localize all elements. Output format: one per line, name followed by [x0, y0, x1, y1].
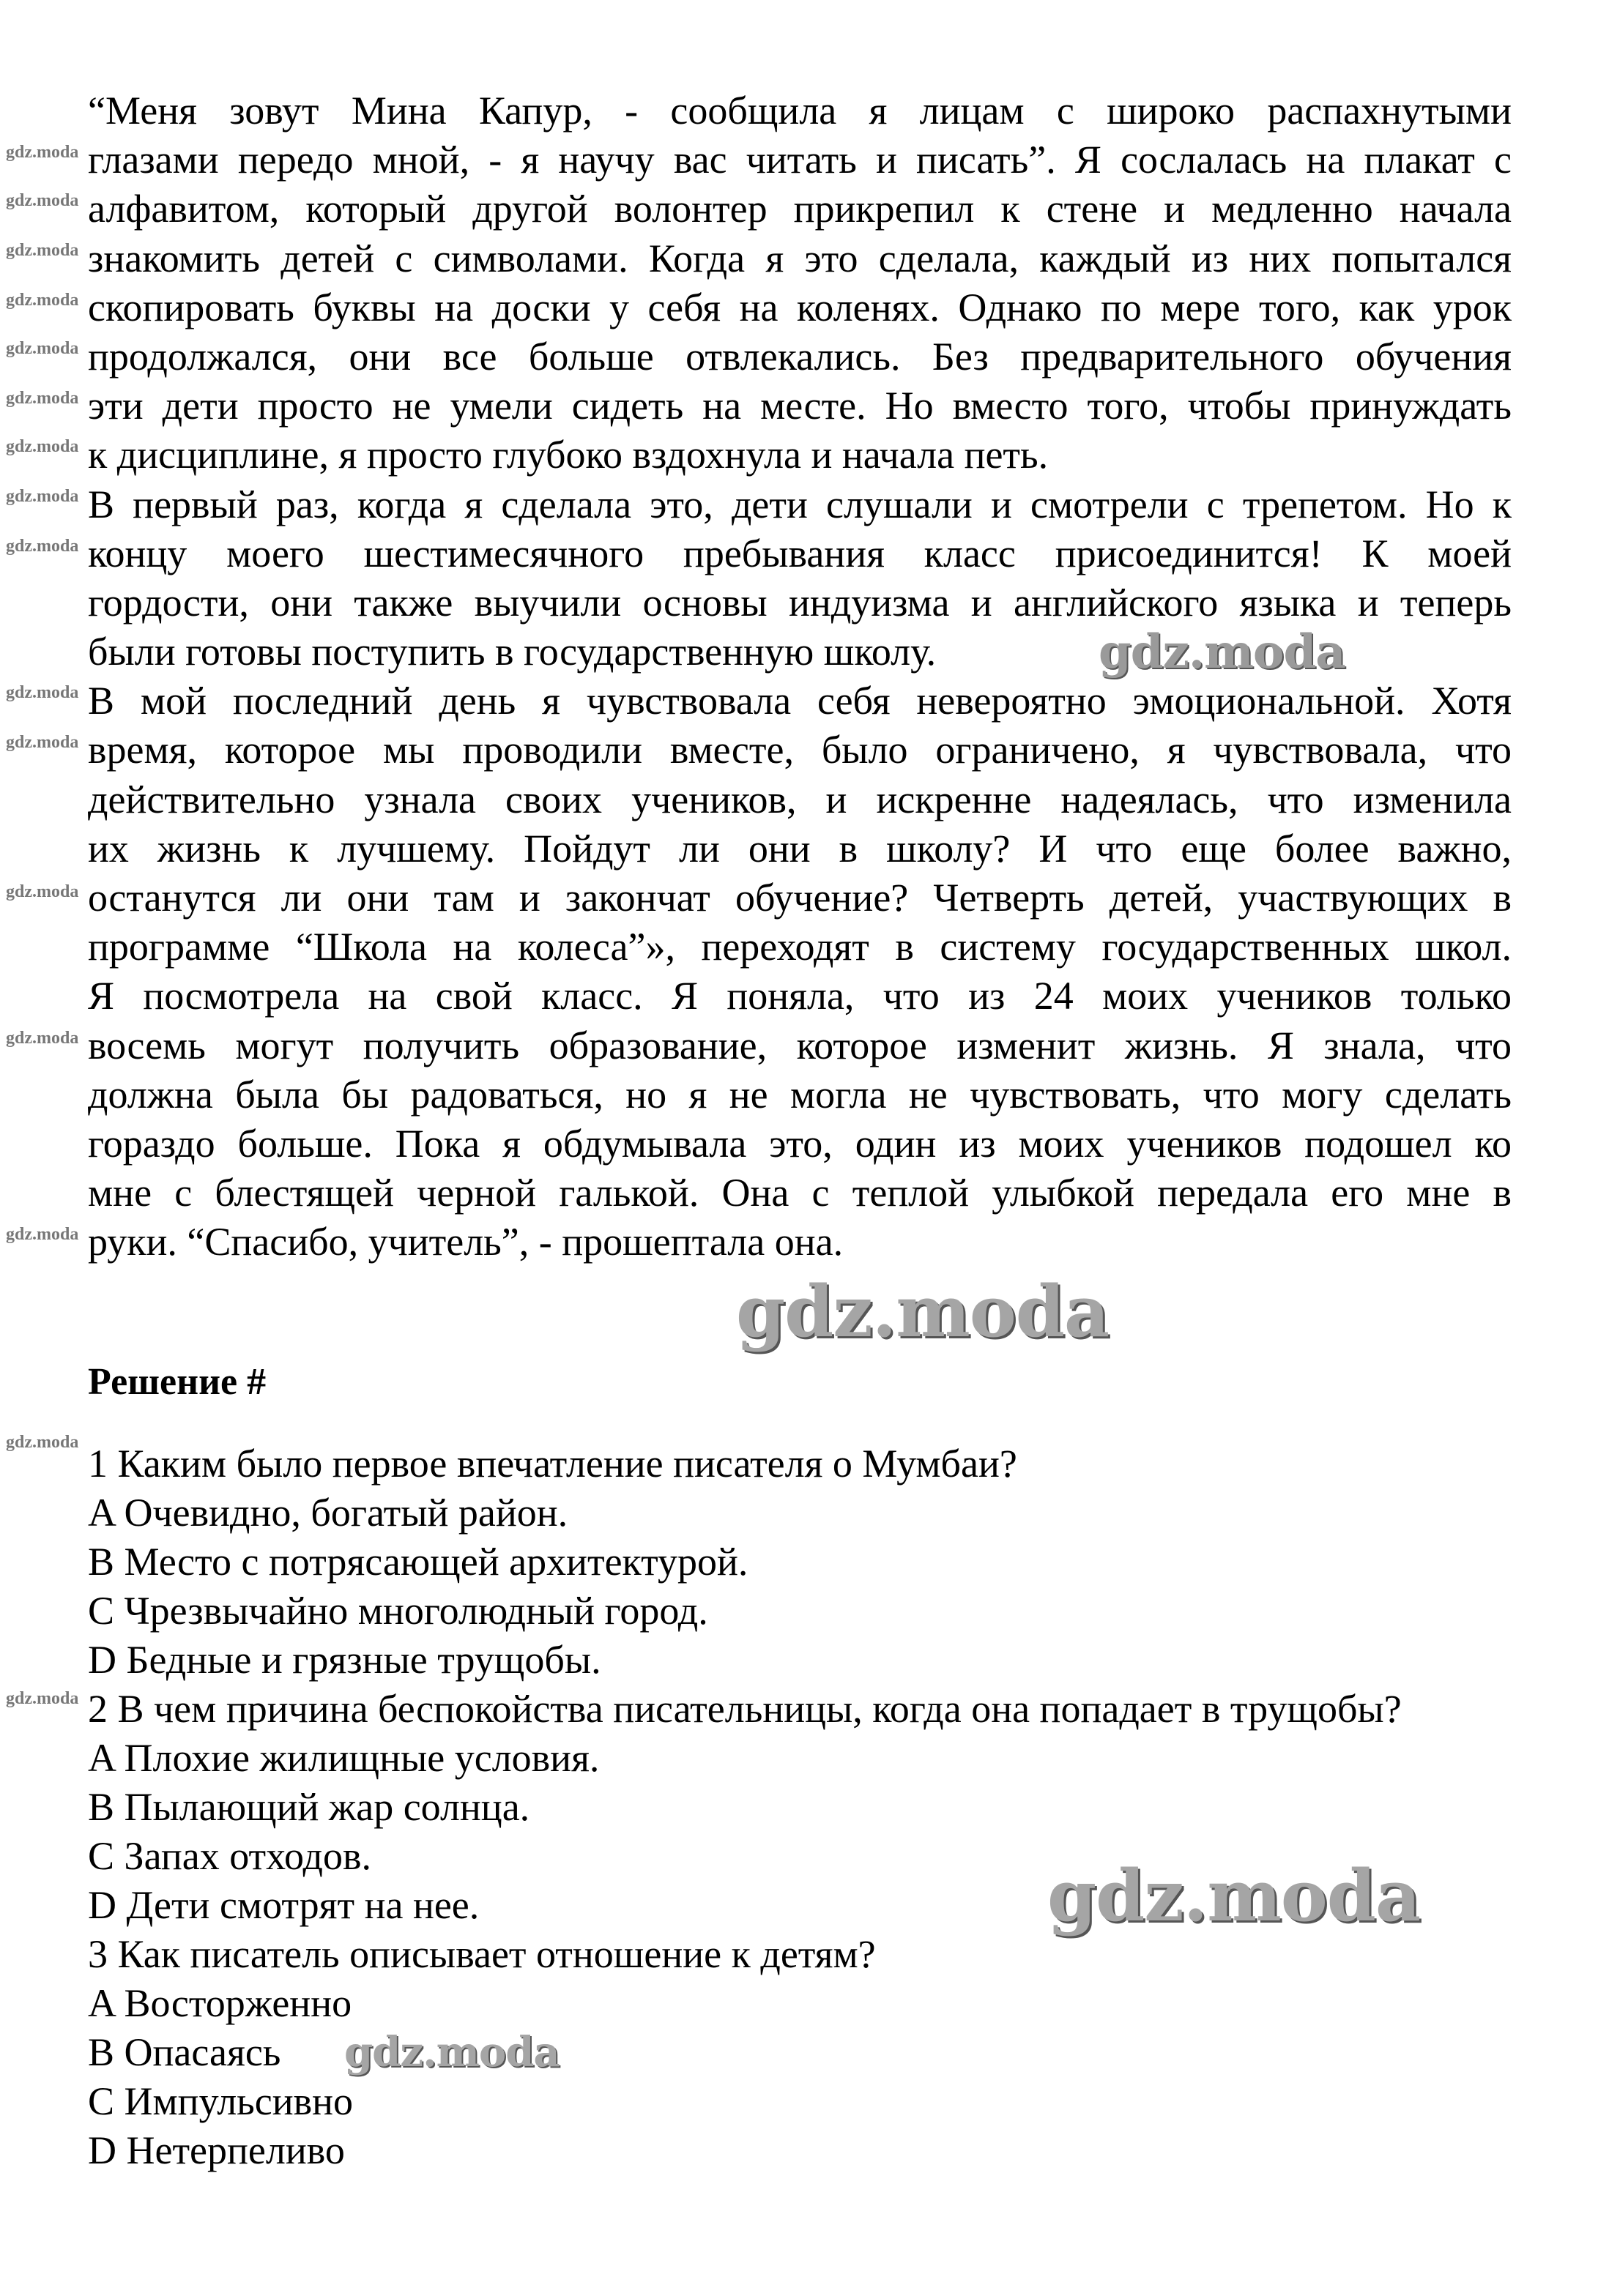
text-line: к дисциплине, я просто глубоко вздохнула и начала петь.	[88, 433, 1049, 477]
watermark: gdz.moda	[6, 143, 79, 162]
text-line: В мой последний день я чувствовала себя невероятно эмоциональной. Хотя	[88, 679, 1512, 723]
text-line: гордости, они также выучили основы индуизма и английского языка и теперь	[88, 580, 1512, 625]
text-line: руки. “Спасибо, учитель”, - прошептала она.	[88, 1220, 844, 1264]
text-line: эти дети просто не умели сидеть на месте. Но вместо того, чтобы принуждать	[88, 384, 1512, 428]
answer-option: D Нетерпеливо	[88, 2128, 345, 2172]
watermark: gdz.moda	[6, 389, 79, 408]
watermark-large: gdz.moda	[1047, 1855, 1421, 1937]
text-line: глазами передо мной, - я научу вас читать и писать”. Я сослалась на плакат с	[88, 138, 1512, 182]
paragraph-3	[88, 676, 1512, 1267]
watermark-large: gdz.moda	[1099, 625, 1345, 679]
solution-heading: Решение #	[88, 1361, 267, 1403]
answer-option: D Бедные и грязные трущобы.	[88, 1638, 601, 1682]
watermark: gdz.moda	[6, 487, 79, 506]
text-line: знакомить детей с символами. Когда я это сделала, каждый из них попытался	[88, 236, 1512, 280]
text-line: Я посмотрела на свой класс. Я поняла, что из 24 моих учеников только	[88, 974, 1512, 1018]
answer-option: A Восторженно	[88, 1981, 352, 2025]
text-line: мне с блестящей черной галькой. Она с теплой улыбкой передала его мне в	[88, 1171, 1512, 1215]
text-line: гораздо больше. Пока я обдумывала это, один из моих учеников подошел ко	[88, 1121, 1512, 1166]
paragraph-1	[88, 86, 1512, 480]
text-line: должна была бы радоваться, но я не могла не чувствовать, что могу сделать	[88, 1072, 1512, 1117]
text-line: концу моего шестимесячного пребывания класс присоединится! К моей	[88, 531, 1512, 575]
text-line: останутся ли они там и закончат обучение? Четверть детей, участвующих в	[88, 876, 1512, 920]
watermark-large: gdz.moda	[344, 2028, 560, 2076]
text-line: продолжался, они все больше отвлекались. Без предварительного обучения	[88, 334, 1512, 379]
watermark: gdz.moda	[6, 537, 79, 556]
watermark: gdz.moda	[6, 683, 79, 702]
watermark: gdz.moda	[6, 291, 79, 310]
text-line: программе “Школа на колеса”», переходят в систему государственных школ.	[88, 925, 1512, 969]
watermark: gdz.moda	[6, 437, 79, 456]
text-line: В первый раз, когда я сделала это, дети слушали и смотрели с трепетом. Но к	[88, 482, 1512, 526]
watermark: gdz.moda	[6, 339, 79, 358]
text-line: “Меня зовут Мина Капур, - сообщила я лицам с широко распахнутыми	[88, 89, 1512, 133]
answer-option: A Плохие жилищные условия.	[88, 1736, 600, 1780]
questions-list	[88, 1439, 1402, 2175]
watermark: gdz.moda	[6, 882, 79, 901]
answer-option: D Дети смотрят на нее.	[88, 1883, 480, 1927]
question: 3 Как писатель описывает отношение к детям?	[88, 1932, 876, 1976]
watermark: gdz.moda	[6, 1029, 79, 1048]
watermark-large: gdz.moda	[736, 1270, 1110, 1353]
watermark: gdz.moda	[6, 241, 79, 260]
text-line: их жизнь к лучшему. Пойдут ли они в школу? И что еще более важно,	[88, 826, 1512, 871]
answer-option: C Чрезвычайно многолюдный город.	[88, 1589, 708, 1633]
answer-option: B Пылающий жар солнца.	[88, 1785, 530, 1829]
watermark: gdz.moda	[6, 1433, 79, 1452]
text-line: время, которое мы проводили вместе, было ограничено, я чувствовала, что	[88, 728, 1512, 772]
watermark: gdz.moda	[6, 191, 79, 210]
text-line: скопировать буквы на доски у себя на коленях. Однако по мере того, как урок	[88, 285, 1512, 329]
watermark: gdz.moda	[6, 1689, 79, 1708]
text-line: алфавитом, который другой волонтер прикрепил к стене и медленно начала	[88, 187, 1512, 231]
answer-option: C Запах отходов.	[88, 1834, 371, 1878]
question: 2 В чем причина беспокойства писательницы, когда она попадает в трущобы?	[88, 1687, 1402, 1731]
question: 1 Каким было первое впечатление писателя о Мумбаи?	[88, 1442, 1017, 1486]
text-line: были готовы поступить в государственную школу.	[88, 630, 937, 674]
text-line: восемь могут получить образование, которое изменит жизнь. Я знала, что	[88, 1023, 1512, 1067]
answer-option: B Место с потрясающей архитектурой.	[88, 1540, 748, 1584]
text-line: действительно узнала своих учеников, и искренне надеялась, что изменила	[88, 777, 1512, 821]
answer-option: C Импульсивно	[88, 2079, 354, 2123]
answer-option: B Опасаясь	[88, 2030, 281, 2074]
watermark: gdz.moda	[6, 1225, 79, 1244]
watermark: gdz.moda	[6, 733, 79, 752]
answer-option: A Очевидно, богатый район.	[88, 1491, 568, 1535]
